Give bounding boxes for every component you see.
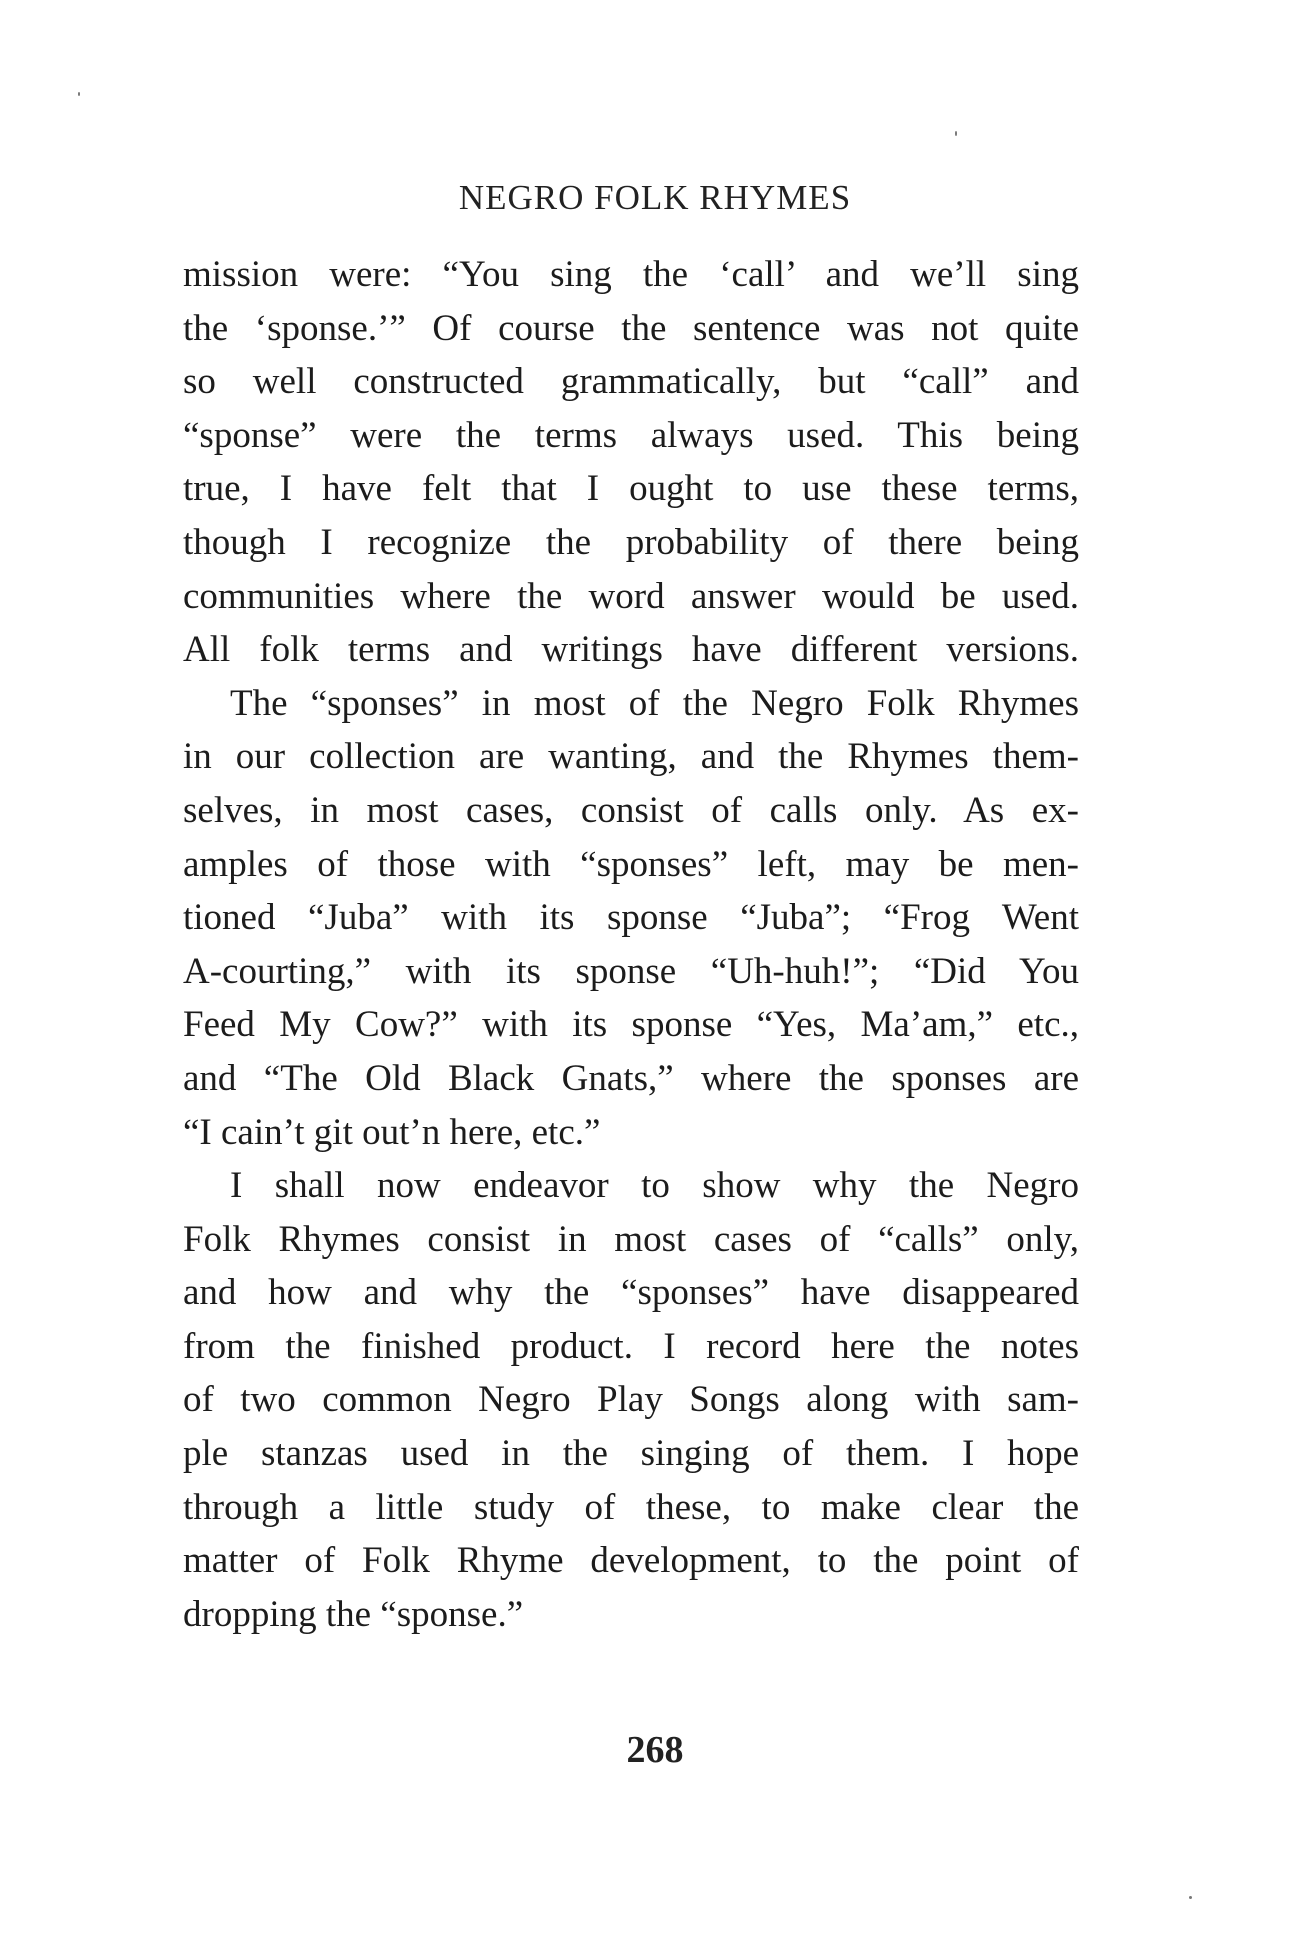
text-line: matter of Folk Rhyme development, to the point of xyxy=(183,1540,1079,1582)
text-line: and how and why the “sponses” have disappeared xyxy=(183,1272,1079,1314)
text-line: “sponse” were the terms always used. This being xyxy=(183,414,1079,456)
print-speck xyxy=(1189,1896,1192,1899)
text-line: communities where the word answer would be used. xyxy=(183,575,1079,617)
text-line: selves, in most cases, consist of calls only. As ex- xyxy=(183,789,1079,831)
body-text xyxy=(183,248,1079,1641)
text-line: in our collection are wanting, and the Rhymes them- xyxy=(183,736,1079,778)
paragraph-3 xyxy=(183,1159,1079,1641)
paragraph-2 xyxy=(183,677,1079,1159)
text-line: from the finished product. I record here the notes xyxy=(183,1325,1079,1367)
text-line: A-courting,” with its sponse “Uh-huh!”; “Did You xyxy=(183,950,1079,992)
text-line: of two common Negro Play Songs along with sam- xyxy=(183,1379,1079,1421)
text-line: Folk Rhymes consist in most cases of “calls” only, xyxy=(183,1218,1079,1260)
text-line: All folk terms and writings have different versions. xyxy=(183,629,1079,671)
text-line: ple stanzas used in the singing of them. I hope xyxy=(183,1433,1079,1475)
text-line: “I cain’t git out’n here, etc.” xyxy=(183,1111,601,1153)
text-line: I shall now endeavor to show why the Negro xyxy=(230,1165,1079,1207)
text-line: true, I have felt that I ought to use these terms, xyxy=(183,468,1079,510)
paragraph-1 xyxy=(183,248,1079,677)
text-line: and “The Old Black Gnats,” where the sponses are xyxy=(183,1057,1079,1099)
text-line: tioned “Juba” with its sponse “Juba”; “Frog Went xyxy=(183,897,1079,939)
running-head: NEGRO FOLK RHYMES xyxy=(458,178,852,217)
text-line: mission were: “You sing the ‘call’ and we’ll sing xyxy=(183,254,1079,295)
text-line: amples of those with “sponses” left, may be men- xyxy=(183,843,1079,885)
text-line: the ‘sponse.’” Of course the sentence was not quite xyxy=(183,307,1079,349)
text-line: dropping the “sponse.” xyxy=(183,1593,524,1635)
text-line: though I recognize the probability of there being xyxy=(183,521,1079,563)
text-line: Feed My Cow?” with its sponse “Yes, Ma’am,” etc., xyxy=(183,1004,1079,1046)
text-line: through a little study of these, to make clear the xyxy=(183,1486,1079,1528)
text-line: The “sponses” in most of the Negro Folk Rhymes xyxy=(230,682,1079,724)
print-speck xyxy=(78,92,80,96)
text-line: so well constructed grammatically, but “call” and xyxy=(183,361,1079,403)
print-speck xyxy=(955,131,957,136)
page-number: 268 xyxy=(626,1729,684,1771)
